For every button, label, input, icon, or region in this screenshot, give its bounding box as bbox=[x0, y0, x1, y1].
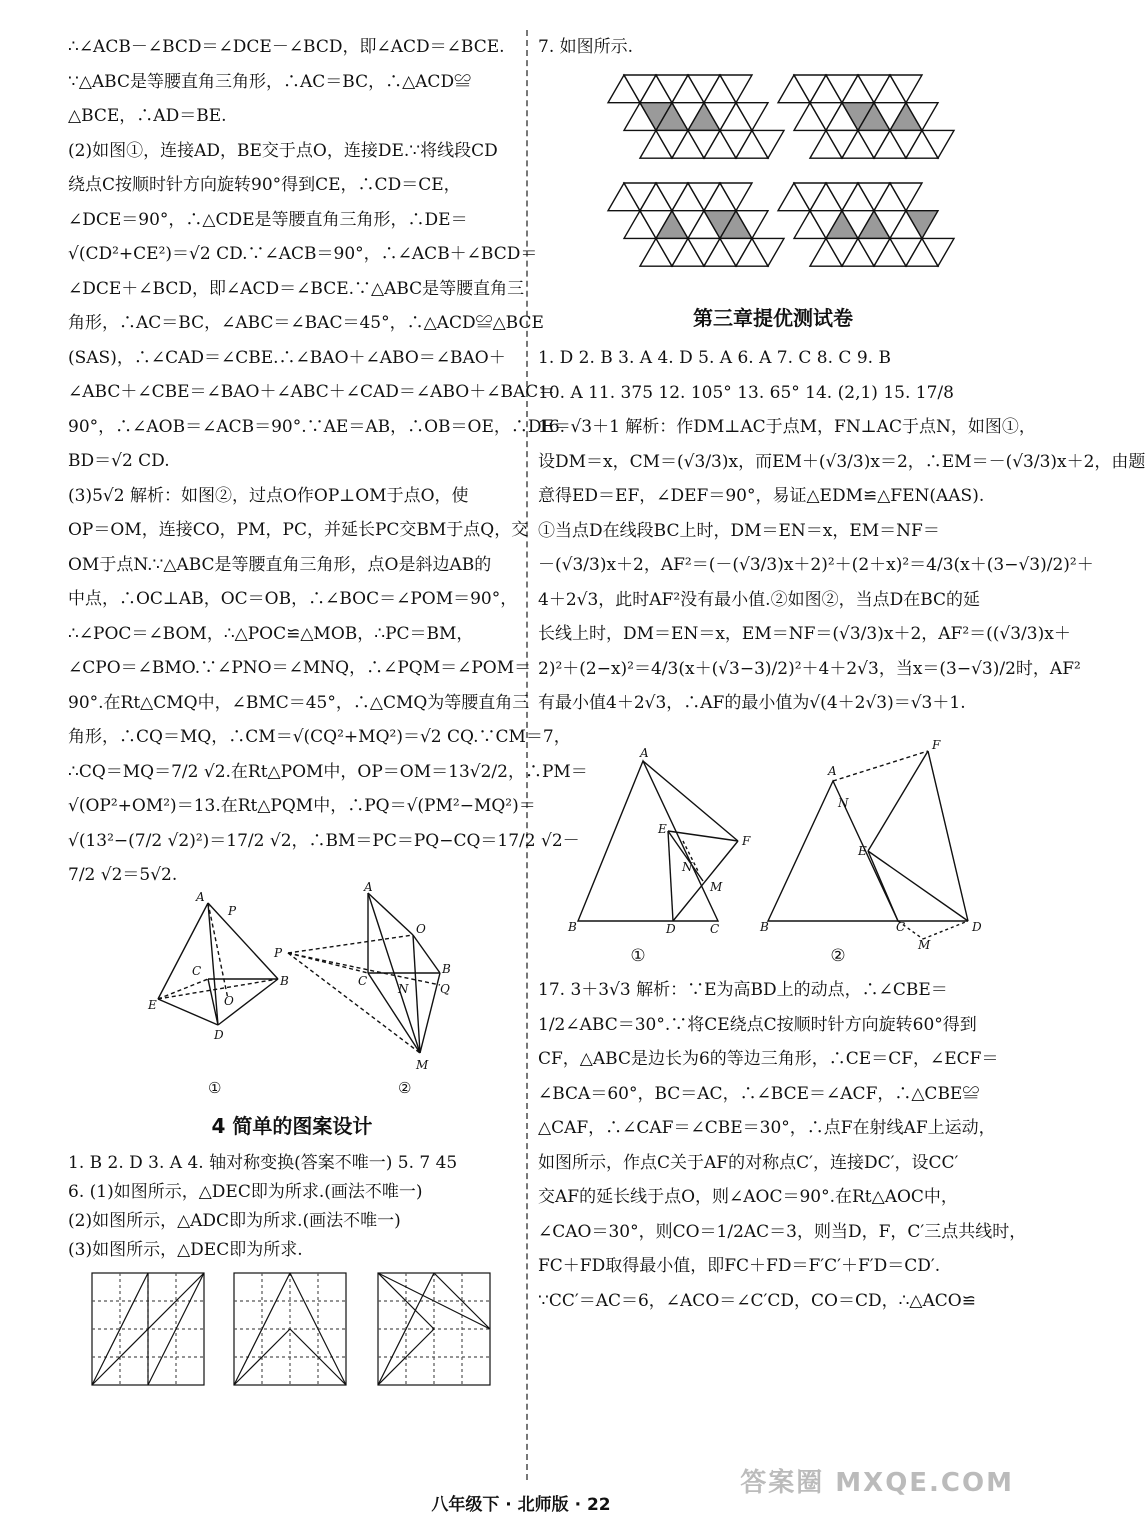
answers-row-2: 10. A 11. 375 12. 105° 13. 65° 14. (2,1) 15. 17/8 bbox=[538, 382, 954, 403]
q16-line: 意得ED＝EF，∠DEF＝90°，易证△EDM≌△FEN(AAS). bbox=[538, 486, 985, 506]
left-fig-label-2: ② bbox=[398, 1078, 412, 1097]
left-line: ∴∠ACB－∠BCD＝∠DCE－∠BCD，即∠ACD＝∠BCE. bbox=[68, 37, 505, 57]
figure-2-construction bbox=[273, 880, 451, 1072]
left-line: OP＝OM，连接CO，PM，PC，并延长PC交BM于点Q，交 bbox=[68, 520, 529, 540]
grid-figure-2 bbox=[234, 1273, 346, 1385]
left-line: 角形，∴CQ＝MQ，∴CM＝√(CQ²+MQ²)＝√2 CQ.∵CM＝7， bbox=[68, 727, 571, 747]
watermark-logo: 答案圈 MXQE.COM bbox=[740, 1468, 1014, 1498]
left-fig-label-1: ① bbox=[208, 1078, 222, 1097]
figure-1-tetrahedron bbox=[147, 890, 289, 1042]
left-line: ∠DCE＝90°，∴△CDE是等腰直角三角形，∴DE＝ bbox=[68, 209, 468, 230]
svg-text:B: B bbox=[280, 973, 289, 988]
left-line: ∠ABC＋∠CBE＝∠BAO＋∠ABC＋∠CAD＝∠ABO＋∠BAC＝ bbox=[68, 382, 556, 402]
left-line: OM于点N.∵△ABC是等腰直角三角形，点O是斜边AB的 bbox=[68, 554, 492, 575]
q17-solution bbox=[538, 973, 1027, 1318]
svg-text:A: A bbox=[828, 763, 837, 778]
svg-text:O: O bbox=[416, 921, 426, 936]
grid-figure-1 bbox=[92, 1273, 204, 1385]
svg-text:A: A bbox=[364, 879, 373, 894]
left-line: BD＝√2 CD. bbox=[68, 451, 170, 471]
left-line: √(OP²+OM²)＝13.在Rt△PQM中，∴PQ＝√(PM²−MQ²)＝ bbox=[68, 796, 536, 816]
svg-text:M: M bbox=[918, 937, 931, 952]
svg-text:E: E bbox=[658, 821, 667, 836]
page-footer: 八年级下 · 北师版 · 22 bbox=[431, 1495, 611, 1515]
answer-line: (3)如图所示，△DEC即为所求. bbox=[68, 1240, 303, 1260]
svg-text:A: A bbox=[196, 889, 205, 904]
svg-text:D: D bbox=[214, 1027, 224, 1042]
q16-line: ①当点D在线段BC上时，DM＝EN＝x，EM＝NF＝ bbox=[538, 520, 940, 541]
q16-figure-1 bbox=[567, 746, 751, 936]
q16-figure-labels bbox=[538, 939, 938, 974]
svg-text:C: C bbox=[896, 919, 906, 934]
left-line: (SAS)，∴∠CAD＝∠CBE.∴∠BAO＋∠ABO＝∠BAO＋ bbox=[68, 347, 506, 368]
left-line: √(13²−(7/2 √2)²)＝17/2 √2，∴BM＝PC＝PQ−CQ＝17/2 √2－ bbox=[68, 830, 580, 851]
q16-solution bbox=[538, 410, 1145, 721]
left-line: √(CD²+CE²)＝√2 CD.∵∠ACB＝90°，∴∠ACB＋∠BCD＝ bbox=[68, 244, 538, 264]
q16-line: 设DM＝x，CM＝(√3/3)x，而EM＋(√3/3)x＝2，∴EM＝－(√3/3)x＋2，由题 bbox=[538, 451, 1145, 472]
q16-line: －(√3/3)x＋2，AF²＝(－(√3/3)x＋2)²＋(2＋x)²＝4/3(x＋(3−√3)/2)²＋ bbox=[538, 555, 1094, 575]
left-line: (3)5√2 解析：如图②，过点O作OP⊥OM于点O，使 bbox=[68, 485, 469, 506]
left-line: 绕点C按顺时针方向旋转90°得到CE，∴CD＝CE， bbox=[68, 175, 461, 195]
q17-line: 1/2∠ABC＝30°.∵将CE绕点C按顺时针方向旋转60°得到 bbox=[538, 1014, 977, 1035]
answer-line: 1. B 2. D 3. A 4. 轴对称变换(答案不唯一) 5. 7 45 bbox=[68, 1153, 458, 1173]
right-fig-label-2: ② bbox=[830, 945, 846, 966]
svg-text:O: O bbox=[224, 993, 234, 1008]
section-title-chapter3-test: 第三章提优测试卷 bbox=[693, 305, 853, 330]
grid-figure-3 bbox=[378, 1273, 490, 1385]
left-line: (2)如图①，连接AD，BE交于点O，连接DE.∵将线段CD bbox=[68, 140, 498, 161]
q17-line: CF，△ABC是边长为6的等边三角形，∴CE＝CF，∠ECF＝ bbox=[538, 1049, 999, 1069]
q17-line: 17. 3＋3√3 解析：∵E为高BD上的动点，∴∠CBE＝ bbox=[538, 980, 948, 1000]
q17-line: △CAF，∴∠CAF＝∠CBE＝30°，∴点F在射线AF上运动， bbox=[538, 1118, 996, 1138]
left-line: 7/2 √2＝5√2. bbox=[68, 865, 178, 885]
svg-text:Q: Q bbox=[440, 981, 450, 996]
q7-text: 7. 如图所示. bbox=[538, 37, 634, 57]
triangle-pattern-figures bbox=[538, 65, 1008, 295]
answer-list bbox=[68, 1149, 516, 1265]
svg-text:N: N bbox=[398, 981, 409, 996]
answer-line: 6. (1)如图所示，△DEC即为所求.(画法不唯一) bbox=[68, 1182, 423, 1202]
svg-text:F: F bbox=[932, 737, 941, 752]
svg-text:F: F bbox=[742, 833, 751, 848]
svg-text:C: C bbox=[358, 973, 368, 988]
triangle-pattern-3 bbox=[608, 183, 784, 266]
svg-text:M: M bbox=[416, 1057, 429, 1072]
q16-line: 16. √3＋1 解析：作DM⊥AC于点M，FN⊥AC于点N，如图①， bbox=[538, 417, 1036, 437]
svg-text:B: B bbox=[568, 919, 577, 934]
svg-text:D: D bbox=[972, 919, 982, 934]
left-figures-svg bbox=[68, 879, 516, 1103]
q16-figure-2 bbox=[759, 738, 982, 952]
left-line: ∠CPO＝∠BMO.∵∠PNO＝∠MNQ，∴∠PQM＝∠POM＝ bbox=[68, 658, 532, 678]
left-line: 90°.在Rt△CMQ中，∠BMC＝45°，∴△CMQ为等腰直角三 bbox=[68, 692, 530, 713]
svg-text:P: P bbox=[228, 903, 237, 918]
left-line: △BCE，∴AD＝BE. bbox=[68, 106, 227, 126]
left-line: ∠DCE＋∠BCD，即∠ACD＝∠BCE.∵△ABC是等腰直角三 bbox=[68, 278, 525, 299]
left-line: ∴CQ＝MQ＝7/2 √2.在Rt△POM中，OP＝OM＝13√2/2，∴PM＝ bbox=[68, 761, 588, 782]
answers-row-1: 1. D 2. B 3. A 4. D 5. A 6. A 7. C 8. C 9. B bbox=[538, 348, 891, 368]
q16-line: 2)²＋(2−x)²＝4/3(x＋(√3−3)/2)²＋4＋2√3，当x＝(3−√3)/2时，AF² bbox=[538, 658, 1081, 679]
q17-line: 如图所示，作点C关于AF的对称点C′，连接DC′，设CC′ bbox=[538, 1152, 959, 1173]
svg-text:P: P bbox=[274, 945, 283, 960]
svg-text:N: N bbox=[838, 795, 849, 810]
left-line: 角形，∴AC＝BC，∠ABC＝∠BAC＝45°，∴△ACD≌△BCE bbox=[68, 313, 544, 333]
q16-line: 4＋2√3，此时AF²没有最小值.②如图②，当点D在BC的延 bbox=[538, 589, 981, 610]
svg-text:B: B bbox=[760, 919, 769, 934]
svg-text:E: E bbox=[858, 843, 867, 858]
right-fig-label-1: ① bbox=[630, 945, 646, 966]
svg-text:A: A bbox=[640, 745, 649, 760]
q16-line: 有最小值4＋2√3，∴AF的最小值为√(4＋2√3)＝√3＋1. bbox=[538, 693, 966, 713]
left-line: 90°，∴∠AOB＝∠ACB＝90°.∵AE＝AB，∴OB＝OE，∴DE＝ bbox=[68, 416, 571, 437]
svg-text:E: E bbox=[148, 997, 157, 1012]
svg-text:N: N bbox=[682, 859, 693, 874]
right-column bbox=[538, 30, 1145, 1318]
left-line: ∴∠POC＝∠BOM，∴△POC≌△MOB，∴PC＝BM， bbox=[68, 623, 474, 644]
svg-text:B: B bbox=[442, 961, 451, 976]
grid-figures-svg bbox=[68, 1265, 516, 1395]
svg-text:C: C bbox=[710, 921, 720, 936]
q17-line: ∠BCA＝60°，BC＝AC，∴∠BCE＝∠ACF，∴△CBE≌ bbox=[538, 1083, 980, 1104]
svg-text:C: C bbox=[192, 963, 202, 978]
left-line: 中点，∴OC⊥AB，OC＝OB，∴∠BOC＝∠POM＝90°， bbox=[68, 589, 518, 609]
q17-line: FC＋FD取得最小值，即FC＋FD＝F′C′＋F′D＝CD′. bbox=[538, 1256, 941, 1276]
q16-figures-svg bbox=[538, 721, 1008, 952]
q17-line: ∠CAO＝30°，则CO＝1/2AC＝3，则当D，F，C′三点共线时， bbox=[538, 1221, 1027, 1242]
svg-text:D: D bbox=[666, 921, 676, 936]
left-line: ∵△ABC是等腰直角三角形，∴AC＝BC，∴△ACD≌ bbox=[68, 71, 472, 92]
triangle-pattern-1 bbox=[608, 75, 784, 158]
q16-line: 长线上时，DM＝EN＝x，EM＝NF＝(√3/3)x＋2，AF²＝((√3/3)x＋ bbox=[538, 624, 1071, 644]
triangle-pattern-4 bbox=[778, 183, 954, 266]
section-title-pattern-design: 4 简单的图案设计 bbox=[211, 1113, 373, 1138]
answer-line: (2)如图所示，△ADC即为所求.(画法不唯一) bbox=[68, 1211, 401, 1231]
q17-line: 交AF的延长线于点O，则∠AOC＝90°.在Rt△AOC中， bbox=[538, 1187, 958, 1207]
q17-line: ∵CC′＝AC＝6，∠ACO＝∠C′CD，CO＝CD，∴△ACO≌ bbox=[538, 1290, 976, 1311]
triangle-pattern-2 bbox=[778, 75, 954, 158]
svg-text:M: M bbox=[710, 879, 723, 894]
